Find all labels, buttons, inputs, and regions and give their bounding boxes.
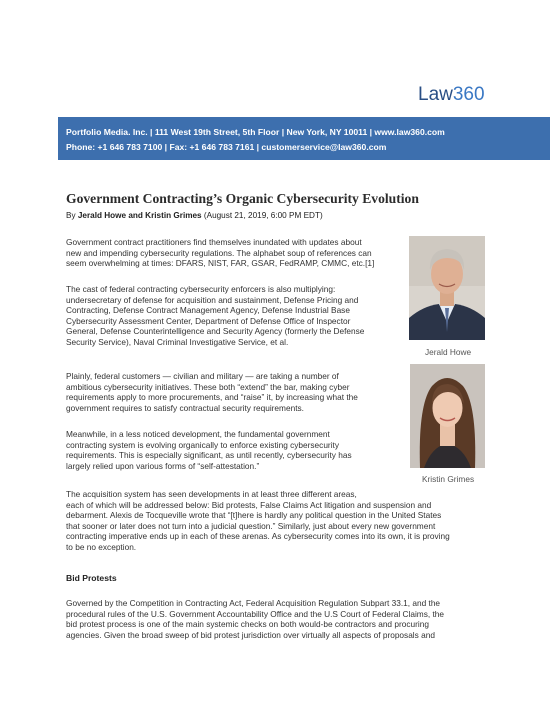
text-line: ambitious cybersecurity initiatives. These both “extend” the bar, making cyber: [66, 381, 350, 392]
publisher-address: Portfolio Media. Inc. | 111 West 19th Street, 5th Floor | New York, NY 10011 | www.law360.com: [66, 127, 445, 137]
text-line: The cast of federal contracting cybersecurity enforcers is also multiplying:: [66, 284, 336, 294]
text-line: Security Service), Naval Criminal Investigative Service, et al.: [66, 336, 289, 347]
text-line: undersecretary of defense for acquisition and sustainment, Defense Pricing and: [66, 294, 359, 305]
text-line: debarment. Alexis de Tocqueville wrote that “[t]here is hardly any political question in the United States: [66, 510, 442, 521]
text-line: Government contract practitioners find themselves inundated with updates about: [66, 237, 362, 247]
article-title: Government Contracting’s Organic Cybersecurity Evolution: [66, 191, 419, 206]
text-line: Governed by the Competition in Contracting Act, Federal Acquisition Regulation Subpart 33.1, and the: [66, 598, 441, 608]
text-line: to be no exception.: [66, 541, 137, 552]
text-line: seem overwhelming at times: DFARS, NIST, FAR, GSAR, FedRAMP, CMMC, etc.[1]: [66, 258, 375, 269]
text-line: each of which will be addressed below: Bid protests, False Claims Act litigation and suspension and: [66, 499, 432, 510]
text-line: General, Defense Counterintelligence and Security Agency (formerly the Defense: [66, 326, 365, 337]
text-line: requirements apply to more procurements, and “raise” it, by increasing what the: [66, 392, 358, 403]
text-line: largely relied upon various forms of “self-attestation.”: [66, 460, 260, 471]
text-line: Contracting, Defense Contract Management Agency, Defense Industrial Base: [66, 305, 350, 316]
text-line: Meanwhile, in a less noticed development, the fundamental government: [66, 429, 330, 439]
paragraph-3: [66, 371, 358, 413]
photo-caption-jerald-howe: Jerald Howe: [425, 347, 472, 357]
paragraph-1: [66, 237, 374, 269]
jerald-howe-photo: [409, 236, 485, 340]
text-line: procedural rules of the U.S. Government Accountability Office and the U.S Court of Federal Claims, the: [66, 608, 444, 619]
text-line: The acquisition system has seen developments in at least three different areas,: [66, 489, 357, 499]
paragraph-4: [66, 429, 352, 471]
article-byline: By Jerald Howe and Kristin Grimes (August 21, 2019, 6:00 PM EDT): [66, 211, 323, 220]
authors: Jerald Howe and Kristin Grimes: [77, 211, 202, 220]
text-line: Plainly, federal customers — civilian and military — are taking a number of: [66, 371, 339, 381]
paragraph-5: [66, 489, 450, 553]
text-line: that sooner or later does not turn into a judicial question.” Similarly, just about every new government: [66, 520, 436, 531]
text-line: contracting system is evolving organically to enforce existing cybersecurity: [66, 439, 339, 450]
publisher-header-band: [58, 117, 550, 160]
publish-date: (August 21, 2019, 6:00 PM EDT): [203, 211, 323, 220]
law360-logo: Law360: [418, 84, 485, 105]
section-heading-bid-protests: Bid Protests: [66, 573, 117, 583]
text-line: bid protest process is one of the main systemic checks on both would-be contractors and procuring: [66, 619, 429, 630]
text-line: new and impending cybersecurity regulations. The alphabet soup of references can: [66, 247, 372, 258]
text-line: government requires to satisfy contractual security requirements.: [66, 402, 304, 413]
text-line: requirements. This is especially significant, as until recently, cybersecurity has: [66, 450, 352, 461]
paragraph-6: [66, 598, 444, 640]
kristin-grimes-photo: [410, 364, 485, 468]
text-line: Cybersecurity Assessment Center, Department of Defense Office of Inspector: [66, 315, 351, 326]
text-line: agencies. Given the broad sweep of bid protest jurisdiction over virtually all aspects of proposals and: [66, 629, 435, 640]
paragraph-2: [66, 284, 364, 348]
photo-caption-kristin-grimes: Kristin Grimes: [422, 474, 475, 484]
publisher-contact: Phone: +1 646 783 7100 | Fax: +1 646 783 7161 | customerservice@law360.com: [66, 142, 387, 152]
text-line: contracting imperative ends up in each of these arenas. As cybersecurity comes into its own, it is proving: [66, 531, 450, 542]
